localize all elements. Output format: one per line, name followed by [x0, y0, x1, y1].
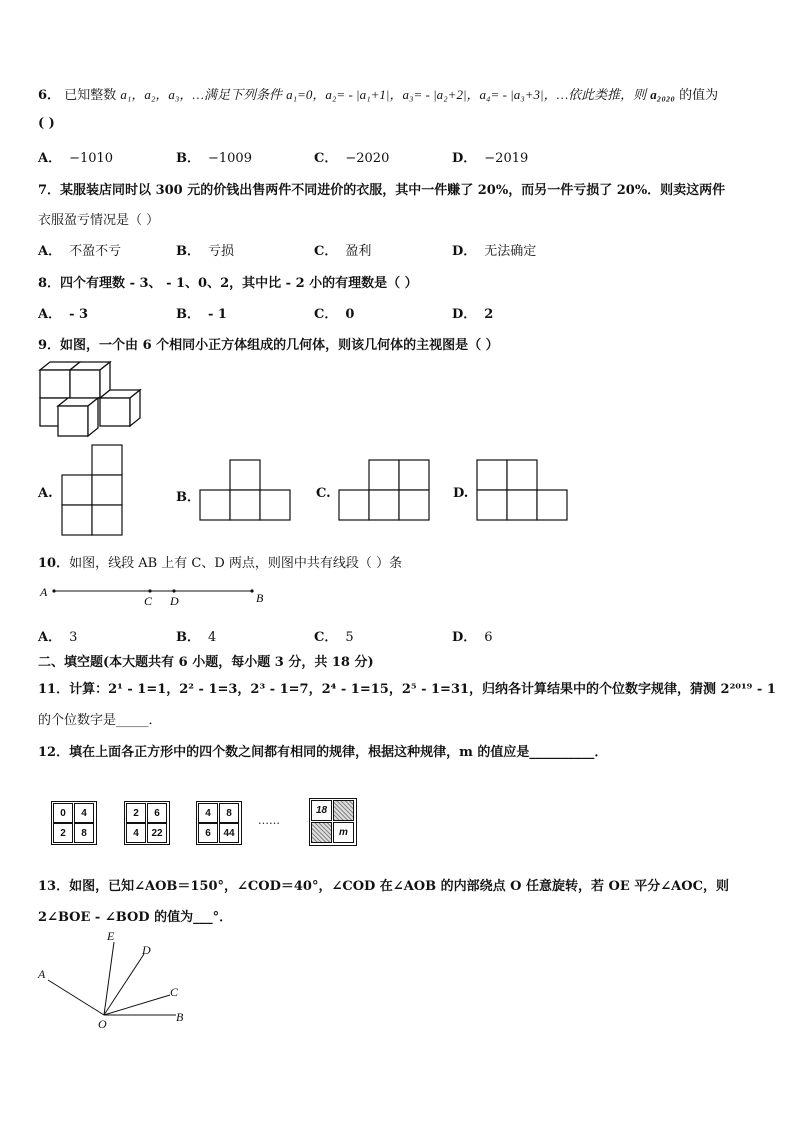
q12-text: 填在上面各正方形中的四个数之间都有相同的规律，根据这种规律，m 的值应是__________．	[69, 745, 608, 760]
q7-option-d	[452, 240, 536, 259]
option-text: 4	[208, 630, 217, 645]
option-label: A．	[38, 630, 62, 645]
q9-line	[38, 334, 499, 353]
q9-option-c-label: C.	[316, 486, 331, 501]
q10-option-d	[452, 626, 493, 645]
q6-number: 6．	[38, 88, 61, 103]
q12-number: 12．	[38, 745, 70, 760]
option-label: A．	[38, 307, 62, 322]
option-text: 2	[484, 307, 494, 322]
q8-option-d	[452, 303, 493, 322]
point-label-c: C	[144, 594, 153, 608]
q6-option-b	[176, 147, 252, 166]
option-text: −2019	[484, 151, 529, 166]
option-label: C．	[314, 307, 338, 322]
square-cell: 4	[126, 823, 146, 843]
square-cell-shaded	[333, 800, 354, 821]
q6-target: a₂₀₂₀	[650, 87, 675, 102]
q8-option-c	[314, 303, 354, 322]
square-cell: 22	[147, 823, 167, 843]
q12-square-2	[124, 801, 170, 845]
q7-option-b	[176, 240, 234, 259]
point-label-d: D	[170, 594, 179, 608]
q9-option-d-view	[476, 459, 570, 521]
square-cell: 8	[74, 823, 94, 843]
square-cell: 8	[219, 803, 239, 823]
q13-line2: 2∠BOE - ∠BOD 的值为___°．	[38, 910, 233, 925]
q12-square-4	[309, 798, 357, 846]
option-label: A．	[38, 244, 62, 259]
option-label: D．	[452, 151, 477, 166]
point-label-o: O	[98, 1017, 107, 1031]
q7-number: 7．	[38, 183, 61, 198]
option-text: −1009	[208, 151, 252, 166]
q13-angle-figure	[34, 928, 194, 1033]
section-heading: 二、填空题(本大题共有 6 小题，每小题 3 分，共 18 分)	[38, 655, 374, 670]
q6-tail: 的值为	[679, 88, 719, 103]
q13-line1	[38, 875, 729, 894]
q11-text-1: 计算：2¹ - 1=1，2² - 1=3，2³ - 1=7，2⁴ - 1=15，2⁵ - 1=31，归纳各计算结果中的个位数字规律，猜测 2²⁰¹⁹ - 1	[69, 682, 776, 697]
point-label-c: C	[170, 985, 179, 999]
q8-line	[38, 272, 418, 291]
square-cell-shaded	[311, 822, 332, 843]
option-text: 盈利	[345, 244, 372, 259]
square-cell: 4	[198, 803, 218, 823]
option-text: 不盈不亏	[69, 244, 122, 259]
q6-option-a	[38, 147, 113, 166]
q6-option-c	[314, 147, 389, 166]
q8-number: 8．	[38, 276, 61, 291]
option-text: 3	[69, 630, 78, 645]
q12-square-3	[196, 801, 242, 845]
option-label: B．	[176, 307, 200, 322]
q6-cond: a₁=0，a₂= - |a₁+1|，a₃= - |a₂+2|，a₄= - |a₃+3|，…依此类推，则	[286, 87, 647, 102]
option-label: B．	[176, 244, 200, 259]
q8-text: 四个有理数 - 3、 - 1、0、2，其中比 - 2 小的有理数是（ ）	[60, 276, 418, 291]
q7-option-a	[38, 240, 121, 259]
q9-option-a-label: A.	[38, 486, 53, 501]
q7-option-c	[314, 240, 371, 259]
q10-option-a	[38, 626, 77, 645]
q6-seq: a₁，a₂，a₃，…满足下列条件	[120, 87, 282, 102]
q11-line1	[38, 678, 776, 697]
q7-text-1: 某服装店同时以 300 元的价钱出售两件不同进价的衣服，其中一件赚了 20%，而另一件亏损了 20%．则卖这两件	[60, 183, 726, 198]
square-cell: 6	[198, 823, 218, 843]
q11-number: 11．	[38, 682, 70, 697]
option-label: B．	[176, 151, 200, 166]
square-cell: 18	[311, 800, 332, 821]
option-label: C．	[314, 630, 338, 645]
point-label-b: B	[176, 1010, 184, 1024]
option-text: 0	[345, 307, 355, 322]
square-cell: 0	[53, 803, 73, 823]
q9-solid-figure	[36, 358, 148, 438]
q9-option-b-view	[199, 459, 293, 521]
option-label: D．	[452, 244, 477, 259]
option-text: - 3	[69, 307, 89, 322]
square-cell: 6	[147, 803, 167, 823]
point-label-d: D	[142, 943, 151, 957]
q6-paren: ( )	[38, 116, 55, 131]
point-label-b: B	[256, 591, 264, 605]
option-text: 亏损	[208, 244, 235, 259]
option-text: −1010	[69, 151, 114, 166]
q6-line1	[38, 84, 718, 103]
option-text: −2020	[345, 151, 390, 166]
q7-line1	[38, 179, 725, 198]
q12-ellipsis: ……	[258, 814, 280, 827]
point-label-a: A	[40, 585, 48, 599]
q10-text: 如图，线段 AB 上有 C、D 两点，则图中共有线段（ ）条	[69, 556, 403, 571]
q10-line	[38, 552, 402, 571]
option-label: C．	[314, 244, 338, 259]
option-label: D．	[452, 307, 477, 322]
q9-option-a-view	[60, 444, 124, 536]
q10-option-c	[314, 626, 354, 645]
q7-line2: 衣服盈亏情况是（ ）	[38, 213, 160, 228]
q10-number: 10．	[38, 556, 70, 571]
option-text: - 1	[208, 307, 227, 322]
q12-line	[38, 741, 607, 760]
option-label: A．	[38, 151, 62, 166]
q6-option-d	[452, 147, 528, 166]
option-text: 5	[345, 630, 354, 645]
square-cell: 4	[74, 803, 94, 823]
square-cell: 2	[53, 823, 73, 843]
square-cell: 2	[126, 803, 146, 823]
q9-option-b-label: B．	[176, 490, 200, 505]
q12-square-1	[51, 801, 97, 845]
option-label: C．	[314, 151, 338, 166]
option-label: D．	[452, 630, 477, 645]
q13-text-1: 如图，已知∠AOB＝150°，∠COD＝40°，∠COD 在∠AOB 的内部绕点 O 任意旋转，若 OE 平分∠AOC，则	[69, 879, 729, 894]
q6-text-a: 已知整数	[64, 88, 117, 103]
q10-option-b	[176, 626, 216, 645]
q11-line2: 的个位数字是_____．	[38, 713, 162, 728]
q9-number: 9．	[38, 338, 61, 353]
option-text: 无法确定	[484, 244, 537, 259]
option-text: 6	[484, 630, 493, 645]
q8-option-b	[176, 303, 227, 322]
square-cell: 44	[219, 823, 239, 843]
q9-option-c-view	[338, 459, 432, 521]
q10-segment-figure	[38, 584, 268, 608]
q13-number: 13．	[38, 879, 70, 894]
point-label-e: E	[107, 929, 115, 943]
q9-text: 如图，一个由 6 个相同小正方体组成的几何体，则该几何体的主视图是（ ）	[60, 338, 499, 353]
q9-option-d-label: D.	[453, 486, 469, 501]
point-label-a: A	[38, 967, 46, 981]
option-label: B．	[176, 630, 200, 645]
square-cell: m	[333, 822, 354, 843]
q8-option-a	[38, 303, 88, 322]
